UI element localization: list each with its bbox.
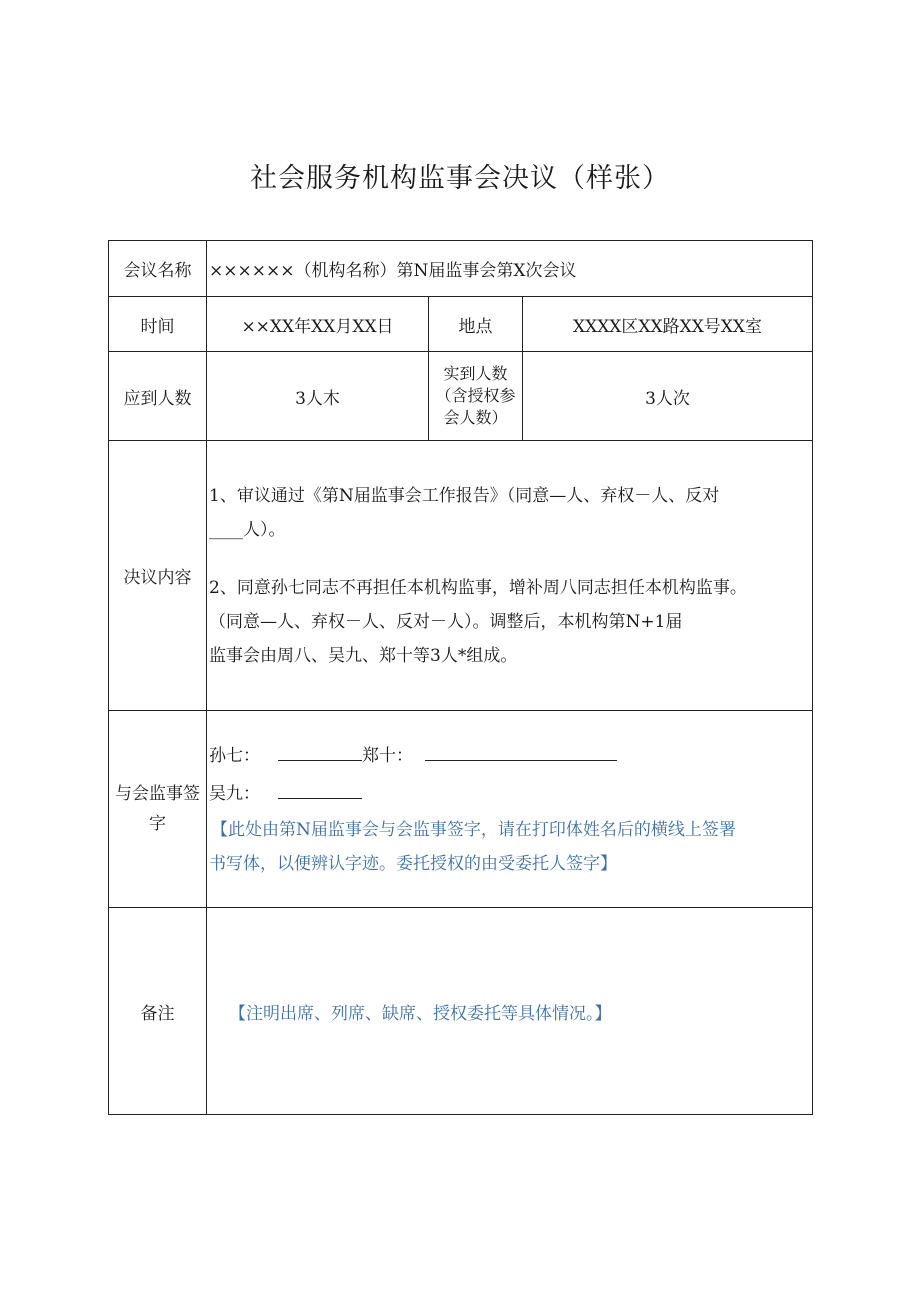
signature-field-wu[interactable] [278, 780, 362, 799]
actual-value: 3人次 [523, 352, 813, 441]
page-title: 社会服务机构监事会决议（样张） [250, 163, 670, 194]
time-value: ××XX年XX月XX日 [207, 297, 429, 352]
resolution-item1-line1: 1、审议通过《第N届监事会工作报告》（同意—人、弃权－人、反对 [209, 485, 720, 506]
signer-sun-label: 孙七： [209, 746, 260, 766]
expected-value: 3人木 [207, 352, 429, 441]
meeting-name-value: ××××××（机构名称）第N届监事会第X次会议 [207, 241, 813, 297]
resolution-item2-line3: 监事会由周八、吴九、郑十等3人*组成。 [209, 645, 518, 666]
signature-note-line1: 【此处由第N届监事会与会监事签字，请在打印体姓名后的横线上签署 [211, 820, 736, 840]
resolution-item2-line2: （同意—人、弃权－人、反对－人）。调整后，本机构第N+1届 [209, 611, 683, 632]
resolution-item1-line2-rest: 人）。 [243, 519, 286, 540]
expected-label: 应到人数 [109, 352, 207, 441]
resolution-label: 决议内容 [109, 441, 207, 711]
location-label: 地点 [429, 297, 523, 352]
time-label: 时间 [109, 297, 207, 352]
row-signatures [109, 711, 813, 908]
signature-note-line2: 书写体，以便辨认字迹。委托授权的由受委托人签字】 [209, 854, 617, 874]
row-remarks [109, 908, 813, 1115]
signature-field-zheng[interactable] [425, 742, 617, 761]
signature-field-sun[interactable] [278, 742, 362, 761]
signer-zheng-label: 郑十： [362, 746, 413, 766]
resolution-item1-line2 [209, 513, 812, 547]
resolution-form-table [108, 240, 813, 1115]
signature-line-2 [209, 775, 812, 813]
signatures-content [207, 711, 813, 908]
remarks-label: 备注 [109, 908, 207, 1115]
resolution-item2-line1: 2、同意孙七同志不再担任本机构监事，增补周八同志担任本机构监事。 [209, 577, 747, 598]
actual-label-cell [429, 352, 523, 441]
signer-wu-label: 吴九： [209, 784, 260, 804]
actual-label: 实到人数（含授权参会人数） [435, 364, 516, 427]
signature-line-1 [209, 737, 812, 775]
meeting-name-label: 会议名称 [109, 241, 207, 297]
location-value: XXXX区XX路XX号XX室 [523, 297, 813, 352]
blank-underline: ____ [209, 519, 243, 540]
row-meeting-name [109, 241, 813, 297]
remarks-note: 【注明出席、列席、缺席、授权委托等具体情况。】 [207, 908, 813, 1115]
signatures-label: 与会监事签字 [109, 711, 207, 908]
row-resolution [109, 441, 813, 711]
resolution-content [207, 441, 813, 711]
row-attendance [109, 352, 813, 441]
row-time-location [109, 297, 813, 352]
